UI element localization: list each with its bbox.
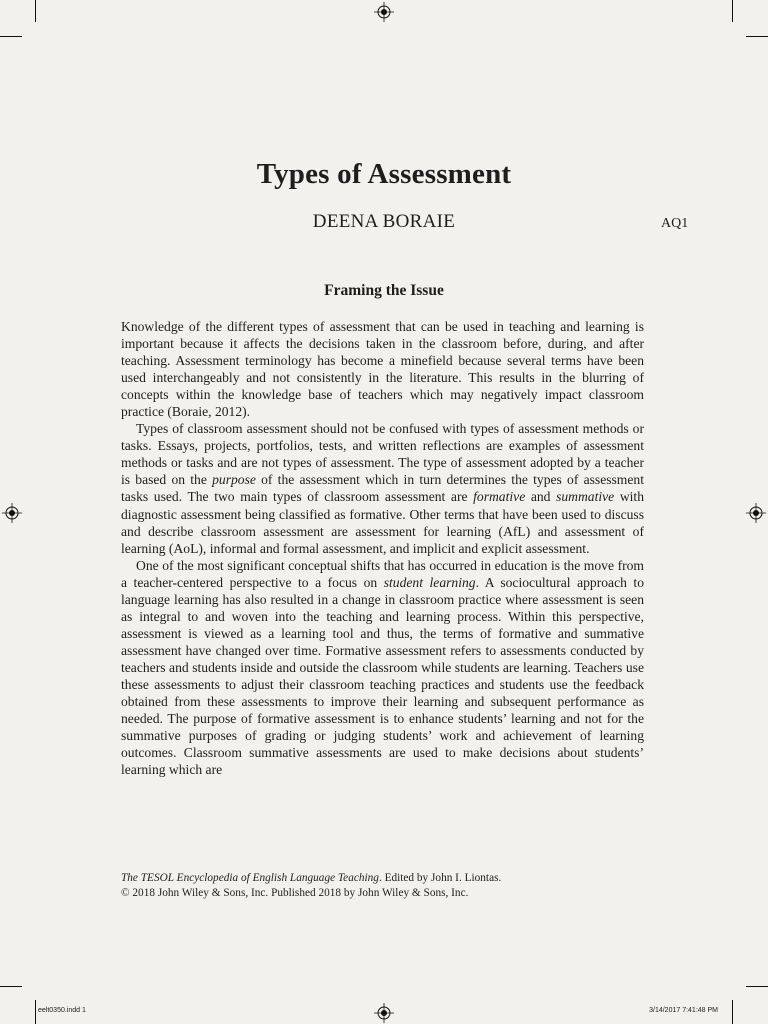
paragraph — [121, 318, 644, 420]
crop-mark-top-right — [732, 0, 733, 22]
text-segment: Knowledge of the different types of assessment that can be used in teaching and learning is important because it affects the decisions taken in the classroom before, during, and after teaching. Assessment terminology has become a minefield because several terms have been used interchangeably and not consistently in the literature. This results in the blurring of concepts within the knowledge base of teachers which may negatively impact classroom practice (Boraie, 2012). — [121, 319, 644, 420]
registration-target-icon — [746, 503, 766, 523]
text-segment: and — [525, 489, 557, 505]
author-query-marker: AQ1 — [661, 216, 689, 231]
text-segment: One of the most significant conceptual shifts that has occurred in education is the move from a teacher-centered perspective to a focus on — [121, 557, 644, 590]
crop-mark-top-right — [746, 36, 768, 37]
crop-mark-top-left — [0, 36, 22, 37]
encyclopedia-title: The TESOL Encyclopedia of English Language Teaching — [121, 872, 379, 884]
registration-target-icon — [2, 503, 22, 523]
text-segment: of the assessment which in turn determines the types of assessment tasks used. The two main types of classroom assessment are — [121, 472, 644, 505]
crop-mark-bottom-right — [732, 1000, 733, 1024]
paragraph — [121, 557, 644, 779]
footer-copyright: © 2018 John Wiley & Sons, Inc. Published 2018 by John Wiley & Sons, Inc. — [121, 887, 469, 899]
article-body — [121, 318, 644, 778]
italic-term: formative — [473, 489, 526, 505]
crop-mark-bottom-right — [746, 986, 768, 987]
section-heading: Framing the Issue — [324, 282, 444, 299]
slug-datetime: 3/14/2017 7:41:48 PM — [649, 1007, 718, 1014]
italic-term: purpose — [212, 472, 256, 488]
paragraph — [121, 420, 644, 556]
text-segment: . A sociocultural approach to language learning has also resulted in a change in classroom practice where assessment is seen as integral to and woven into the teaching and learning process. Within this perspective, assessment is viewed as a learning tool and thus, the terms of formative and summative assessment have changed over time. Formative assessment refers to assessments conducted by teachers and students inside and outside the classroom while students are learning. Teachers use these assessments to adjust their classroom teaching practices and students use the feedback obtained from these assessments to improve their learning and subsequent performance as needed. The purpose of formative assessment is to enhance students’ learning and not for the summative purposes of grading or judging students’ work and achievement of learning outcomes. Classroom summative assessments are used to make decisions about students’ learning which are — [121, 574, 644, 778]
slug-filename: eelt0350.indd 1 — [38, 1007, 86, 1014]
author-name: DEENA BORAIE — [312, 211, 456, 232]
italic-term: student learning — [383, 574, 476, 590]
publication-footer — [121, 871, 661, 901]
footer-editor: . Edited by John I. Liontas. — [378, 872, 502, 884]
registration-target-icon — [374, 1003, 394, 1023]
article-title: Types of Assessment — [256, 158, 512, 190]
registration-target-icon — [374, 2, 394, 22]
crop-mark-top-left — [35, 0, 36, 22]
italic-term: summative — [556, 489, 615, 505]
footer-citation — [121, 871, 661, 886]
text-segment: with diagnostic assessment being classified as formative. Other terms that have been used to discuss and describe classroom assessment are assessment for learning (AfL) and assessment of learning (AoL), informal and formal assessment, and implicit and explicit assessment. — [121, 489, 644, 556]
crop-mark-bottom-left — [35, 1000, 36, 1024]
crop-mark-bottom-left — [0, 986, 22, 987]
text-segment: Types of classroom assessment should not be confused with types of assessment methods or tasks. Essays, projects, portfolios, tests, and written reflections are examples of assessment methods or tasks and are not types of assessment. The type of assessment adopted by a teacher is based on the — [121, 421, 644, 488]
